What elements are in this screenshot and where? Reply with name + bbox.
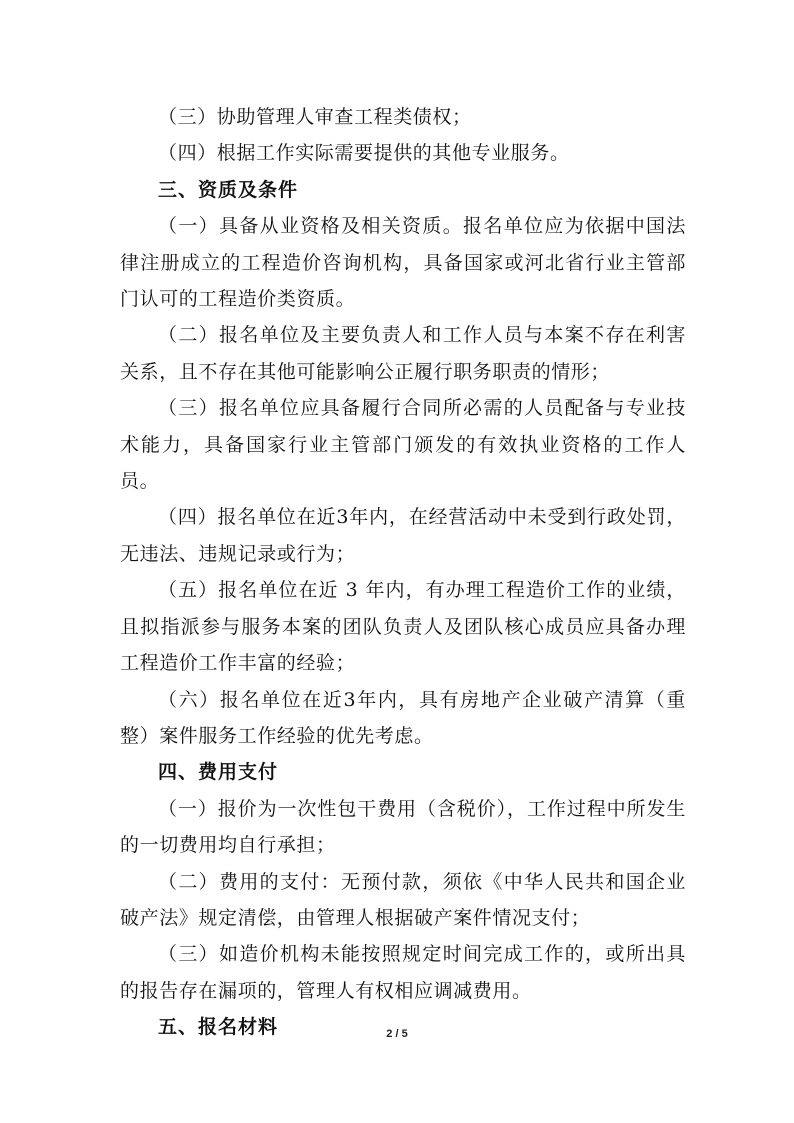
document-body: [120, 99, 686, 1046]
paragraph: （六）报名单位在近3年内，具有房地产企业破产清算（重整）案件服务工作经验的优先考虑。: [120, 688, 686, 747]
paragraph: （三）如造价机构未能按照规定时间完成工作的，或所出具的报告存在漏项的，管理人有权相应调减费用。: [120, 943, 686, 1002]
section-heading: 五、报名材料: [158, 1016, 279, 1039]
section-heading: 三、资质及条件: [158, 178, 299, 201]
paragraph: （三）协助管理人审查工程类债权；: [158, 106, 472, 128]
paragraph: （三）报名单位应具备履行合同所必需的人员配备与专业技术能力，具备国家行业主管部门颁发的有效执业资格的工作人员。: [120, 397, 686, 493]
page-number: 2 / 5: [386, 1028, 408, 1040]
paragraph: （二）报名单位及主要负责人和工作人员与本案不存在利害关系，且不存在其他可能影响公正履行职务职责的情形；: [120, 324, 686, 383]
paragraph: （四）根据工作实际需要提供的其他专业服务。: [158, 142, 570, 165]
paragraph: （五）报名单位在近 3 年内，有办理工程造价工作的业绩，且拟指派参与服务本案的团队负责人及团队核心成员应具备办理工程造价工作丰富的经验；: [120, 579, 686, 675]
paragraph: （一）报价为一次性包干费用（含税价），工作过程中所发生的一切费用均自行承担；: [120, 797, 686, 857]
paragraph: （二）费用的支付：无预付款，须依《中华人民共和国企业破产法》规定清偿，由管理人根据破产案件情况支付；: [120, 870, 686, 929]
section-heading: 四、费用支付: [158, 761, 279, 784]
paragraph: （四）报名单位在近3年内，在经营活动中未受到行政处罚，无违法、违规记录或行为；: [120, 506, 686, 565]
paragraph: （一）具备从业资格及相关资质。报名单位应为依据中国法律注册成立的工程造价咨询机构，具备国家或河北省行业主管部门认可的工程造价类资质。: [120, 215, 686, 311]
